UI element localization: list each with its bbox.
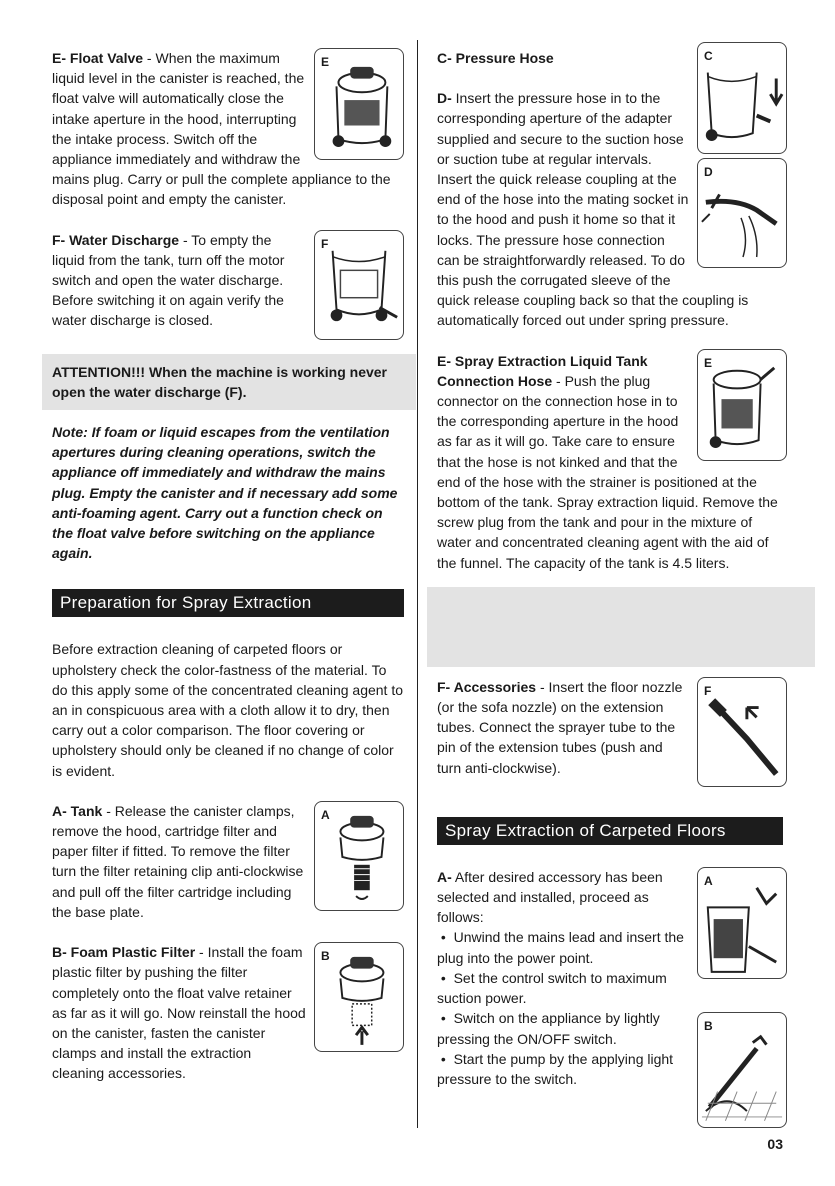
list-item-text: Switch on the appliance by lightly pressing the ON/OFF switch. (437, 1010, 660, 1047)
spray-tank-title: E- Spray Extraction Liquid Tank Connection Hose (437, 352, 648, 389)
figure-insert-hose (697, 158, 787, 268)
figure-float-valve (314, 48, 404, 160)
list-item-text: Set the control switch to maximum suction power. (437, 969, 667, 1007)
figure-label: F (321, 236, 329, 251)
right-column (437, 48, 787, 1132)
float-valve-title: E- Float Valve (52, 50, 144, 66)
accessories-title: F- Accessories (437, 678, 537, 695)
accessories-section (437, 677, 787, 778)
list-item: • Unwind the mains lead and insert the plug into the power point. (437, 929, 684, 966)
figure-label: B (704, 1019, 713, 1034)
foam-filter-text: - Install the foam plastic filter by pushing the filter completely onto the float valve retainer as far as it will go. Now reinstall the hood on the canister, fasten the canister clamps and install the extraction cleaning accessories. (52, 944, 306, 1082)
list-item-text: Start the pump by the applying light pressure to the switch. (437, 1050, 674, 1087)
figure-label: D (704, 165, 713, 179)
water-discharge-section (52, 230, 404, 331)
float-valve-text: - When the maximum liquid level in the canister is reached, the float valve will automatically close the intake aperture in the hood, interrupting the intake process. Switch off the appliance immediately and withdraw the mains plug. Carry or pull the complete appliance to the disposal point and empty the canister. (52, 50, 391, 208)
list-item-text: Unwind the mains lead and insert the plug into the power point. (437, 929, 684, 966)
note-paragraph: Note: If foam or liquid escapes from the ventilation apertures during cleaning operations, switch the appliance off immediately and withdraw the mains plug. Empty the canister and if necessary add some anti-foaming agent. Carry out a function check on the float valve before switching on the appliance again. (52, 424, 398, 562)
figure-water-discharge (314, 230, 404, 340)
foam-filter-title: B- Foam Plastic Filter (52, 944, 196, 961)
tank-text: - Release the canister clamps, remove the hood, cartridge filter and paper filter if fitted. To remove the filter turn the filter retaining clip anti-clockwise and pull off the filter cartridge including the base plate. (52, 802, 304, 920)
pressure-hose-section (437, 48, 787, 331)
figure-foam-filter (314, 942, 404, 1052)
grey-blank-box (427, 587, 815, 667)
figure-spray-steps-a (697, 867, 787, 979)
figure-spray-tank (697, 349, 787, 461)
figure-label: B (321, 949, 330, 964)
figure-pressure-hose (697, 42, 787, 154)
spray-steps-section (437, 867, 787, 1089)
tank-title: A- Tank (52, 802, 103, 819)
float-valve-section (52, 48, 404, 210)
spray-steps-title: A- (437, 868, 452, 885)
figure-tank (314, 801, 404, 911)
section-title-spray-extraction: Spray Extraction of Carpeted Floors (437, 817, 783, 845)
figure-label: E (704, 355, 713, 370)
list-item: • Start the pump by the applying light pressure to the switch. (437, 1050, 674, 1087)
list-item: • Set the control switch to maximum suction power. (437, 969, 667, 1007)
accessories-text: - Insert the floor nozzle (or the sofa nozzle) on the extension tubes. Connect the sprayer tube to the pin of the extension tubes (push and turn anti-clockwise). (437, 678, 683, 776)
figure-label: A (704, 873, 713, 888)
spray-tank-text: - Push the plug connector on the connection hose in to the corresponding aperture in the hood as far as it will go. Take care to ensure that the hose is not kinked and that the end of the hose with the strainer is positioned at the bottom of the tank. Spray extraction liquid. Remove the screw plug from the tank and pour in the mixture of water and concentrated cleaning agent with the aid of the funnel. The capacity of the tank is 4.5 liters. (437, 372, 778, 571)
spray-tank-section (437, 351, 787, 573)
foam-filter-section (52, 942, 404, 1083)
figure-label: F (704, 683, 712, 698)
list-item: • Switch on the appliance by lightly pressing the ON/OFF switch. (437, 1010, 660, 1047)
page-number: 03 (767, 1136, 783, 1152)
figure-label: E (321, 55, 330, 69)
tank-section (52, 801, 404, 922)
spray-steps-text: After desired accessory has been selected and installed, proceed as follows: (437, 868, 663, 926)
attention-box: ATTENTION!!! When the machine is working never open the water discharge (F). (42, 354, 416, 410)
preparation-intro: Before extraction cleaning of carpeted floors or upholstery check the color-fastness of the material. To do this apply some of the concentrated cleaning agent to an in conspicuous area with a cloth allow it to dry, then carry out a color comparison. The floor covering or upholstery should only be cleaned if no change of color is evident. (52, 641, 404, 779)
insert-hose-title: D- (437, 90, 452, 107)
insert-hose-text: Insert the pressure hose in to the corresponding aperture of the adapter supplied and secure to the suction hose or suction tube at regular intervals. Insert the quick release coupling at the end of the hose into the mating socket in to the hood and push it home so that it locks. The pressure hose connection can be straightforwardly released. To do this push the corrugated sleeve of the quick release coupling back so that the coupling is automatically forced out under spring pressure. (437, 90, 749, 329)
figure-label: A (321, 807, 330, 822)
water-discharge-title: F- Water Discharge (52, 231, 180, 248)
figure-spray-steps-b (697, 1012, 787, 1128)
left-column (52, 48, 404, 1084)
column-divider (417, 40, 418, 1128)
figure-accessories (697, 677, 787, 787)
figure-label: C (704, 49, 713, 63)
pressure-hose-title-text: C- Pressure Hose (437, 50, 554, 66)
section-title-preparation: Preparation for Spray Extraction (52, 589, 404, 617)
water-discharge-text: - To empty the liquid from the tank, turn off the motor switch and open the water discharge. Before switching it on again verify the water discharge is closed. (52, 231, 285, 329)
